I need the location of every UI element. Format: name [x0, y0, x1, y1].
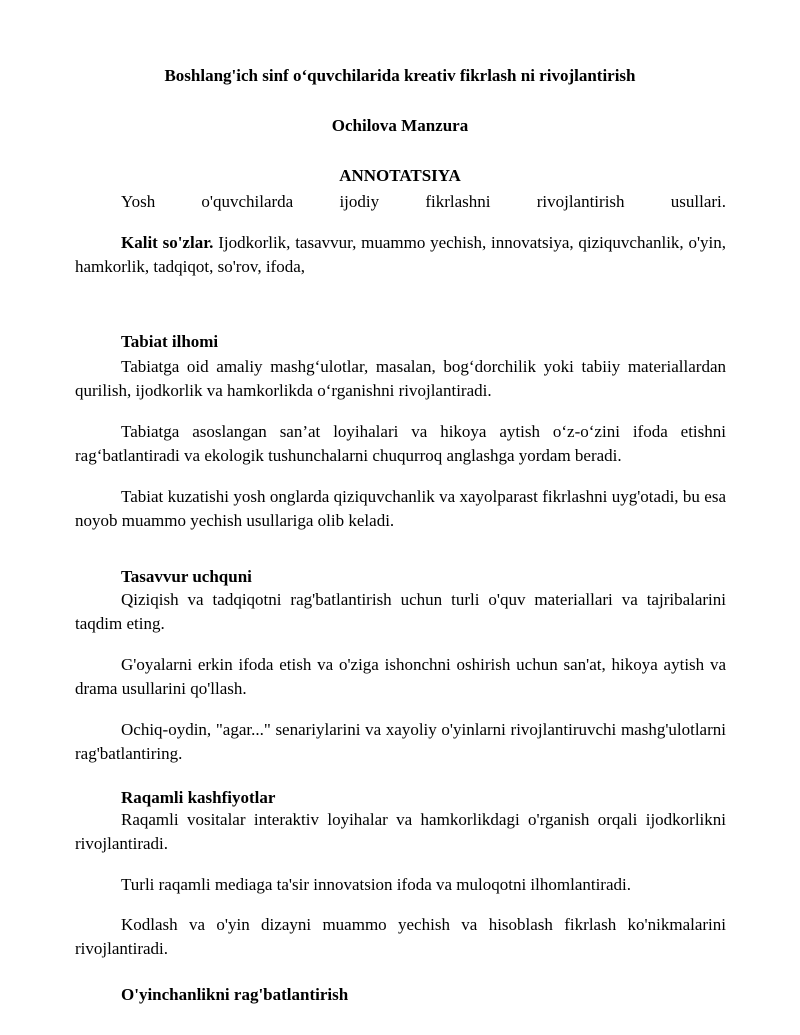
section-1-paragraph-2: Tabiatga asoslangan san’at loyihalari va hikoya aytish o‘z-o‘zini ifoda etishni rag‘batlantiradi va ekologik tushunchalarni chuqurroq anglashga yordam beradi. — [75, 422, 726, 465]
section-heading-tasavvur-uchquni: Tasavvur uchquni — [121, 567, 252, 586]
section-heading-oyinchanlik: O'yinchanlikni rag'batlantirish — [121, 985, 349, 1004]
paper-title: Boshlang'ich sinf o‘quvchilarida kreativ fikrlash ni rivojlantirish — [164, 66, 636, 85]
keywords-text: Ijodkorlik, tasavvur, muammo yechish, innovatsiya, qiziquvchanlik, o'yin, hamkorlik, tadqiqot, so'rov, ifoda, — [75, 233, 726, 276]
section-heading-tabiat-ilhomi: Tabiat ilhomi — [121, 332, 219, 351]
section-2-paragraph-1: Qiziqish va tadqiqotni rag'batlantirish uchun turli o'quv materiallari va tajribalarini taqdim eting. — [75, 590, 726, 633]
author-name: Ochilova Manzura — [331, 116, 469, 135]
section-2-paragraph-2: G'oyalarni erkin ifoda etish va o'ziga ishonchni oshirish uchun san'at, hikoya aytish va drama usullarini qo'llash. — [75, 655, 726, 698]
section-3-paragraph-2: Turli raqamli mediaga ta'sir innovatsion ifoda va muloqotni ilhomlantiradi. — [121, 875, 631, 894]
section-3-paragraph-3: Kodlash va o'yin dizayni muammo yechish va hisoblash fikrlash ko'nikmalarini rivojlantiradi. — [75, 915, 726, 958]
section-3-paragraph-1: Raqamli vositalar interaktiv loyihalar va hamkorlikdagi o'rganish orqali ijodkorlikni rivojlantiradi. — [75, 810, 726, 853]
section-1-paragraph-3: Tabiat kuzatishi yosh onglarda qiziquvchanlik va xayolparast fikrlashni uyg'otadi, bu esa noyob muammo yechish usullariga olib keladi. — [75, 487, 726, 530]
keywords-paragraph — [75, 231, 726, 279]
annotation-text: Yosh o'quvchilarda ijodiy fikrlashni rivojlantirish usullari. — [121, 192, 726, 211]
section-1-paragraph-1: Tabiatga oid amaliy mashg‘ulotlar, masalan, bog‘dorchilik yoki tabiiy materiallardan qurilish, ijodkorlik va hamkorlikda o‘rganishni rivojlantiradi. — [75, 357, 726, 400]
annotation-heading: ANNOTATSIYA — [339, 166, 461, 185]
section-2-paragraph-3: Ochiq-oydin, "agar..." senariylarini va xayoliy o'yinlarni rivojlantiruvchi mashg'ulotlarni rag'batlantiring. — [75, 720, 726, 763]
keywords-label: Kalit so'zlar. — [121, 233, 214, 252]
section-heading-raqamli-kashfiyotlar: Raqamli kashfiyotlar — [121, 788, 276, 807]
